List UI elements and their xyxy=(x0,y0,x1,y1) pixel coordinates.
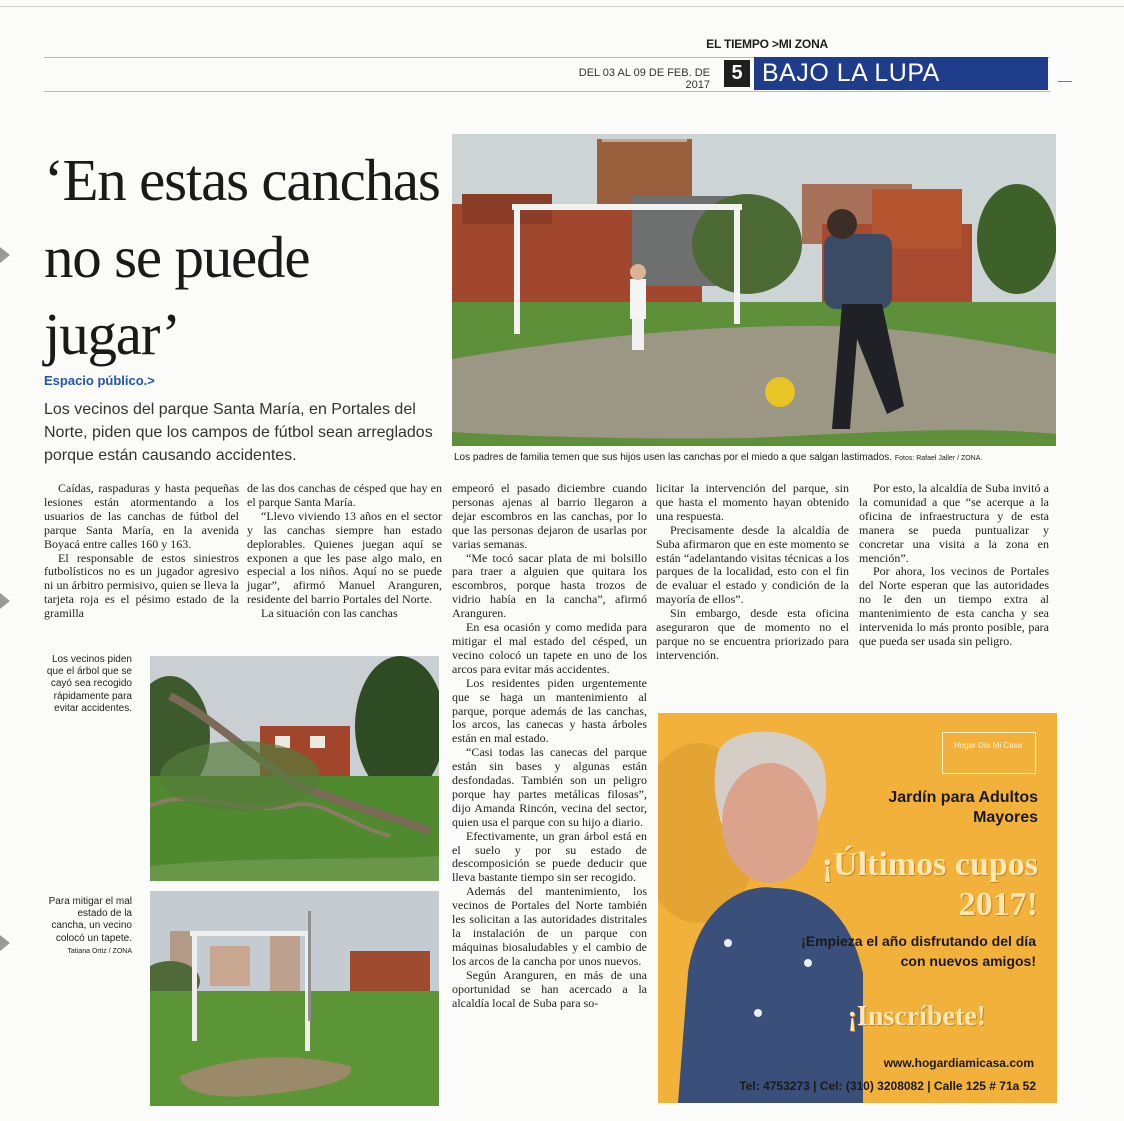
paragraph: La situación con las canchas xyxy=(261,606,398,621)
paragraph: Por ahora, los vecinos de Portales del Norte esperan que las autoridades no le den un tiempo extra al mantenimiento de esta cancha y sea intervenida lo más pronto posible, para que pueda ser usada sin peligro. xyxy=(859,564,1049,648)
article-column-2 xyxy=(247,482,442,621)
paragraph: Según Aranguren, en más de una oportunidad se han acercado a la alcaldía local de Suba para so- xyxy=(452,967,647,1010)
paragraph: licitar la intervención del parque, sin que hasta el momento hayan obtenido una respuesta. xyxy=(656,481,849,523)
ad-cta: ¡Inscríbete! xyxy=(847,1001,986,1032)
paragraph: “Llevo viviendo 13 años en el sector y las canchas siempre han estado deplorables. Quienes juegan aquí se exponen a que les pase algo malo, en especial a los niños. Aquí no se puede jugar”, afirmó Manuel Aranguren, residente del barrio Portales del Norte. xyxy=(247,508,442,607)
scan-marker-arrow-icon xyxy=(0,935,10,951)
goal-mat-photo xyxy=(150,891,439,1106)
top-rule xyxy=(0,6,1124,7)
scan-marker-arrow-icon xyxy=(0,593,10,609)
section-title: BAJO LA LUPA xyxy=(762,59,940,87)
photo-credit: Fotos: Rafael Jaller / ZONA. xyxy=(894,455,983,462)
issue-date: DEL 03 AL 09 DE FEB. DE 2017 xyxy=(578,67,710,91)
ad-highlight: ¡Últimos cupos 2017! xyxy=(821,846,1038,923)
margin-dash xyxy=(1058,81,1072,82)
scan-marker-arrow-icon xyxy=(0,247,10,263)
ad-title: Jardín para Adultos Mayores xyxy=(888,789,1038,826)
fallen-tree-photo xyxy=(150,656,439,881)
paragraph: Caídas, raspaduras y hasta pequeñas lesiones están atormentando a los usuarios de las canchas de fútbol del parque Santa María, en la avenida Boyacá entre calles 160 y 163. xyxy=(44,481,239,551)
caption-text: Para mitigar el mal estado de la cancha, un vecino colocó un tapete. xyxy=(48,896,132,944)
article-column-5 xyxy=(859,482,1049,649)
paragraph: En esa ocasión y como medida para mitigar el mal estado del césped, un vecino colocó un tapete en uno de los arcos para evitar más accidentes. xyxy=(452,620,647,676)
paragraph: empeoró el pasado diciembre cuando personas ajenas al barrio llegaron a dejar escombros en las canchas, por lo que las personas dejaron de usarlas por varias semanas. xyxy=(452,481,647,551)
photo-credit: Tatiana Ortiz / ZONA xyxy=(67,947,132,955)
kicker: Espacio público.> xyxy=(44,373,155,388)
paragraph: “Casi todas las canecas del parque están sin bases y algunas están desfondadas. También son un peligro porque hay partes metálicas filosas”, dijo Amanda Rincón, vecina del sector, quien usa el parque con su hijo a diario. xyxy=(452,745,647,829)
main-photo-caption xyxy=(454,452,1054,463)
paragraph: Por esto, la alcaldía de Suba invitó a la comunidad a que “se acerque a la oficina de infraestructura y de esta manera se pueda puntualizar y concretar una visita a la zona en mención”. xyxy=(859,481,1049,565)
caption-text: Los padres de familia temen que sus hijos usen las canchas por el miedo a que salgan lastimados. xyxy=(454,452,893,463)
paragraph: Además del mantenimiento, los vecinos de Portales del Norte también les solicitan a las autoridades distritales la instalación de un parque con máquinas biosaludables y el cambio de los arcos de la cancha por unos nuevos. xyxy=(452,884,647,968)
ad-url: www.hogardiamicasa.com xyxy=(883,1056,1034,1070)
article-column-4 xyxy=(656,482,849,663)
paragraph: de las dos canchas de césped que hay en el parque Santa María. xyxy=(247,481,442,509)
lead-paragraph: Los vecinos del parque Santa María, en Portales del Norte, piden que los campos de fútbol sean arreglados porque están causando accidentes. xyxy=(44,401,433,464)
ad-tagline: ¡Empieza el año disfrutando del día con nuevos amigos! xyxy=(801,933,1036,969)
paragraph: Sin embargo, desde esta oficina aseguraron que de momento no el parque no se encuentra priorizado para intervención. xyxy=(656,606,849,662)
paragraph: Precisamente desde la alcaldía de Suba afirmaron que en este momento se están “adelantando visitas técnicas a los parques de la localidad, esto con el fin de evaluar el estado y condición de la mayoría de ellos”. xyxy=(656,522,849,607)
article-column-3 xyxy=(452,482,647,1010)
paragraph: Efectivamente, un gran árbol está en el suelo y por su estado de descomposición se puede deducir que lleva bastante tiempo sin ser recogido. xyxy=(452,828,647,885)
paragraph: El responsable de estos siniestros futbolísticos no es un jugador agresivo ni un árbitro permisivo, quien se lleva la tarjeta roja es el pésimo estado de la gramilla xyxy=(44,550,239,621)
goal-photo-caption xyxy=(44,896,132,958)
ad-contact: Tel: 4753273 | Cel: (310) 3208082 | Calle 125 # 71a 52 xyxy=(739,1079,1036,1093)
main-photo xyxy=(452,134,1056,446)
headline: ‘En estas canchas no se puede jugar’ xyxy=(44,147,440,367)
ad-logo-text: Hogar Día Mi Casa xyxy=(953,741,1023,750)
tree-photo-caption: Los vecinos piden que el árbol que se cayó sea recogido rápidamente para evitar accidentes. xyxy=(46,654,132,714)
paragraph: “Me tocó sacar plata de mi bolsillo para traer a alguien que quitara los escombros, porque hasta trozos de vidrio había en la cancha”, afirmó Aranguren. xyxy=(452,550,647,621)
paragraph: Los residentes piden urgentemente que se haga un mantenimiento al parque, porque además de las canchas, los arcos, las canecas y hasta árboles están en mal estado. xyxy=(452,675,647,746)
page-number: 5 xyxy=(724,60,750,87)
brand-name: EL TIEMPO >MI ZONA xyxy=(706,37,828,51)
article-column-1 xyxy=(44,482,239,621)
